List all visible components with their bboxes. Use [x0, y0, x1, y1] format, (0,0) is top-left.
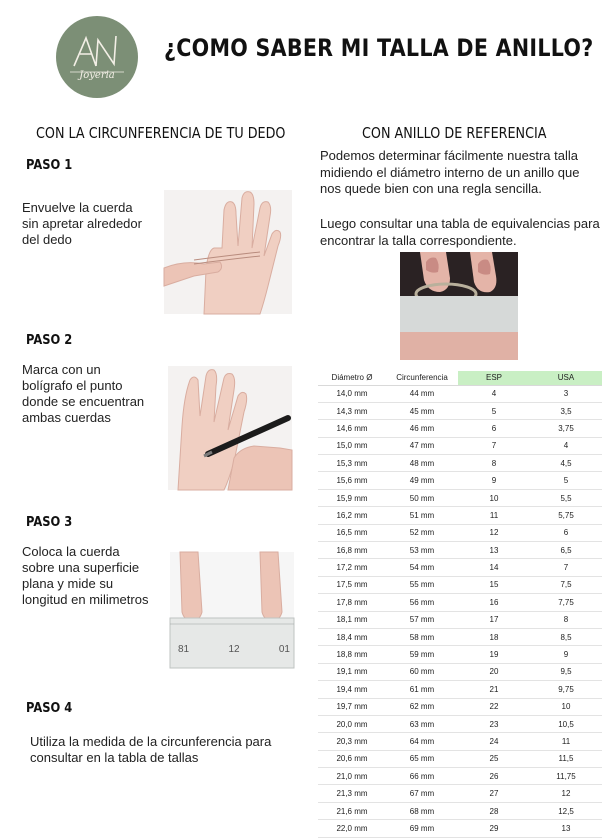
cell-diametro: 19,4 mm — [318, 681, 386, 698]
cell-circunferencia: 67 mm — [386, 785, 458, 802]
cell-esp: 12 — [458, 524, 530, 541]
cell-esp: 13 — [458, 542, 530, 559]
left-heading: CON LA CIRCUNFERENCIA DE TU DEDO — [36, 124, 286, 142]
cell-circunferencia: 50 mm — [386, 489, 458, 506]
cell-diametro: 18,8 mm — [318, 646, 386, 663]
cell-diametro: 20,3 mm — [318, 733, 386, 750]
cell-circunferencia: 45 mm — [386, 402, 458, 419]
table-row — [318, 489, 602, 506]
cell-diametro: 14,6 mm — [318, 420, 386, 437]
cell-esp: 21 — [458, 681, 530, 698]
cell-diametro: 21,0 mm — [318, 768, 386, 785]
cell-diametro: 15,9 mm — [318, 489, 386, 506]
cell-esp: 9 — [458, 472, 530, 489]
cell-esp: 29 — [458, 820, 530, 837]
reference-paragraph-1: Podemos determinar fácilmente nuestra talla midiendo el diámetro interno de un anillo que nos quede bien con una regla sencilla. — [320, 148, 580, 196]
cell-esp: 23 — [458, 715, 530, 732]
page-title: ¿COMO SABER MI TALLA DE ANILLO? — [164, 34, 594, 62]
cell-usa: 5 — [530, 472, 602, 489]
cell-usa: 3,75 — [530, 420, 602, 437]
cell-circunferencia: 60 mm — [386, 663, 458, 680]
table-row — [318, 385, 602, 402]
cell-circunferencia: 59 mm — [386, 646, 458, 663]
size-table-wrapper — [318, 371, 602, 838]
table-header-row — [318, 371, 602, 385]
cell-esp: 16 — [458, 594, 530, 611]
header-circunferencia: Circunferencia — [386, 371, 458, 385]
step-2-text: Marca con un bolígrafo el punto donde se encuentran ambas cuerdas — [22, 362, 145, 425]
cell-diametro: 20,6 mm — [318, 750, 386, 767]
cell-usa: 9,75 — [530, 681, 602, 698]
table-row — [318, 402, 602, 419]
cell-esp: 15 — [458, 576, 530, 593]
ring-ruler-icon — [400, 252, 518, 360]
cell-esp: 17 — [458, 611, 530, 628]
cell-esp: 20 — [458, 663, 530, 680]
cell-circunferencia: 51 mm — [386, 507, 458, 524]
table-row — [318, 611, 602, 628]
cell-diametro: 16,2 mm — [318, 507, 386, 524]
table-row — [318, 698, 602, 715]
table-row — [318, 559, 602, 576]
cell-usa: 11 — [530, 733, 602, 750]
cell-usa: 12,5 — [530, 802, 602, 819]
cell-esp: 4 — [458, 385, 530, 402]
step-1-title: PASO 1 — [26, 157, 73, 173]
cell-usa: 7,5 — [530, 576, 602, 593]
cell-esp: 11 — [458, 507, 530, 524]
table-row — [318, 420, 602, 437]
cell-circunferencia: 68 mm — [386, 802, 458, 819]
cell-usa: 3 — [530, 385, 602, 402]
cell-usa: 6,5 — [530, 542, 602, 559]
table-row — [318, 594, 602, 611]
cell-diametro: 16,8 mm — [318, 542, 386, 559]
cell-esp: 7 — [458, 437, 530, 454]
table-row — [318, 768, 602, 785]
photo-wrap-pen — [168, 366, 292, 490]
table-row — [318, 750, 602, 767]
cell-usa: 4 — [530, 437, 602, 454]
step-4-text: Utiliza la medida de la circunferencia para consultar en la tabla de tallas — [30, 734, 272, 765]
table-row — [318, 472, 602, 489]
cell-esp: 10 — [458, 489, 530, 506]
table-row — [318, 542, 602, 559]
cell-circunferencia: 61 mm — [386, 681, 458, 698]
table-row — [318, 681, 602, 698]
cell-esp: 24 — [458, 733, 530, 750]
photo-wrap-string — [164, 190, 292, 314]
cell-usa: 11,5 — [530, 750, 602, 767]
header-usa: USA — [530, 371, 602, 385]
cell-esp: 18 — [458, 628, 530, 645]
logo-monogram-icon — [56, 16, 138, 98]
cell-circunferencia: 55 mm — [386, 576, 458, 593]
step-3-title: PASO 3 — [26, 514, 73, 530]
cell-esp: 5 — [458, 402, 530, 419]
cell-circunferencia: 53 mm — [386, 542, 458, 559]
cell-esp: 6 — [458, 420, 530, 437]
right-heading: CON ANILLO DE REFERENCIA — [362, 124, 547, 142]
table-row — [318, 437, 602, 454]
cell-circunferencia: 44 mm — [386, 385, 458, 402]
cell-esp: 28 — [458, 802, 530, 819]
cell-diametro: 18,1 mm — [318, 611, 386, 628]
brand-logo — [56, 16, 138, 98]
photo-wrap-ring — [400, 252, 518, 360]
cell-circunferencia: 54 mm — [386, 559, 458, 576]
cell-esp: 27 — [458, 785, 530, 802]
ruler-label: 01 — [278, 644, 290, 655]
step-1-text: Envuelve la cuerda sin apretar alrededor del dedo — [22, 200, 142, 247]
cell-diametro: 20,0 mm — [318, 715, 386, 732]
cell-usa: 11,75 — [530, 768, 602, 785]
cell-circunferencia: 69 mm — [386, 820, 458, 837]
cell-usa: 4,5 — [530, 455, 602, 472]
cell-diametro: 17,8 mm — [318, 594, 386, 611]
cell-usa: 7,75 — [530, 594, 602, 611]
step-2-title: PASO 2 — [26, 332, 73, 348]
size-table-body — [318, 385, 602, 837]
cell-usa: 5,75 — [530, 507, 602, 524]
cell-diametro: 21,3 mm — [318, 785, 386, 802]
cell-usa: 3,5 — [530, 402, 602, 419]
cell-usa: 8 — [530, 611, 602, 628]
header-esp: ESP — [458, 371, 530, 385]
cell-usa: 12 — [530, 785, 602, 802]
cell-circunferencia: 52 mm — [386, 524, 458, 541]
cell-usa: 8,5 — [530, 628, 602, 645]
cell-circunferencia: 49 mm — [386, 472, 458, 489]
size-table — [318, 371, 602, 838]
photo-wrap-ruler — [170, 552, 294, 668]
table-row — [318, 820, 602, 837]
logo-text: Joyeria — [79, 70, 115, 81]
cell-circunferencia: 58 mm — [386, 628, 458, 645]
cell-diametro: 14,3 mm — [318, 402, 386, 419]
cell-diametro: 17,2 mm — [318, 559, 386, 576]
cell-usa: 5,5 — [530, 489, 602, 506]
cell-usa: 9,5 — [530, 663, 602, 680]
cell-esp: 8 — [458, 455, 530, 472]
cell-usa: 10,5 — [530, 715, 602, 732]
cell-circunferencia: 48 mm — [386, 455, 458, 472]
cell-circunferencia: 57 mm — [386, 611, 458, 628]
cell-circunferencia: 46 mm — [386, 420, 458, 437]
header-diametro: Diámetro Ø — [318, 371, 386, 385]
table-row — [318, 785, 602, 802]
cell-diametro: 21,6 mm — [318, 802, 386, 819]
hand-pen-icon — [168, 366, 292, 490]
cell-diametro: 15,6 mm — [318, 472, 386, 489]
cell-diametro: 22,0 mm — [318, 820, 386, 837]
cell-usa: 6 — [530, 524, 602, 541]
cell-diametro: 15,0 mm — [318, 437, 386, 454]
cell-diametro: 18,4 mm — [318, 628, 386, 645]
cell-diametro: 15,3 mm — [318, 455, 386, 472]
ruler-label: 81 — [178, 644, 190, 655]
cell-circunferencia: 66 mm — [386, 768, 458, 785]
cell-usa: 7 — [530, 559, 602, 576]
reference-paragraph-2: Luego consultar una tabla de equivalencias para encontrar la talla correspondiente. — [320, 216, 600, 248]
cell-diametro: 17,5 mm — [318, 576, 386, 593]
cell-diametro: 16,5 mm — [318, 524, 386, 541]
table-row — [318, 628, 602, 645]
table-row — [318, 524, 602, 541]
cell-circunferencia: 47 mm — [386, 437, 458, 454]
ruler-label: 12 — [228, 644, 240, 655]
cell-diametro: 19,7 mm — [318, 698, 386, 715]
cell-esp: 19 — [458, 646, 530, 663]
cell-esp: 26 — [458, 768, 530, 785]
table-row — [318, 663, 602, 680]
cell-circunferencia: 65 mm — [386, 750, 458, 767]
table-row — [318, 715, 602, 732]
cell-esp: 25 — [458, 750, 530, 767]
table-row — [318, 455, 602, 472]
cell-circunferencia: 64 mm — [386, 733, 458, 750]
step-4-title: PASO 4 — [26, 700, 73, 716]
cell-circunferencia: 63 mm — [386, 715, 458, 732]
cell-esp: 22 — [458, 698, 530, 715]
cell-usa: 10 — [530, 698, 602, 715]
table-row — [318, 802, 602, 819]
cell-usa: 13 — [530, 820, 602, 837]
table-row — [318, 733, 602, 750]
table-row — [318, 576, 602, 593]
cell-diametro: 19,1 mm — [318, 663, 386, 680]
cell-diametro: 14,0 mm — [318, 385, 386, 402]
hand-string-icon — [164, 190, 292, 314]
cell-circunferencia: 56 mm — [386, 594, 458, 611]
cell-circunferencia: 62 mm — [386, 698, 458, 715]
cell-usa: 9 — [530, 646, 602, 663]
cell-esp: 14 — [458, 559, 530, 576]
table-row — [318, 507, 602, 524]
step-3-text: Coloca la cuerda sobre una superficie plana y mide su longitud en milimetros — [22, 544, 149, 607]
table-row — [318, 646, 602, 663]
